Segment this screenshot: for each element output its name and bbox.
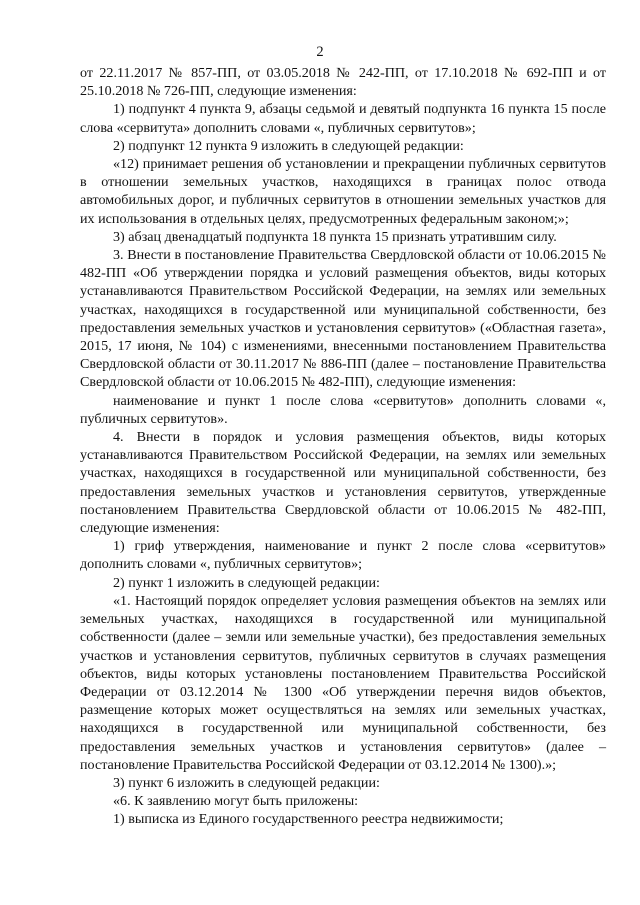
paragraph: от 22.11.2017 № 857-ПП, от 03.05.2018 № 242-ПП, от 17.10.2018 № 692-ПП и от 25.10.2018 № 726-ПП, следующие изменения: — [80, 65, 606, 100]
paragraph: 1) подпункт 4 пункта 9, абзацы седьмой и девятый подпункта 16 пункта 15 после слова «сервитута» дополнить словами «, публичных сервитутов»; — [80, 101, 606, 136]
paragraph: 1) гриф утверждения, наименование и пункт 2 после слова «сервитутов» дополнить словами «, публичных сервитутов»; — [80, 538, 606, 573]
paragraph: «6. К заявлению могут быть приложены: — [113, 793, 359, 810]
paragraph: «1. Настоящий порядок определяет условия размещения объектов на землях или земельных участках, находящихся в государственной или муниципальной собственности (далее – земли или земельные участки), без предоставления земельных участков и установления сервитутов, публичных сервитутов в случаях размещения объектов, виды которых установлены постановлением Правительства Российской Федерации от 03.12.2014 № 1300 «Об утверждении перечня видов объектов, размещение которых может осуществляться на землях или земельных участках, находящихся в государственной или муниципальной собственности, без предоставления земельных участков и установления сервитутов» (далее – постановление Правительства Российской Федерации от 03.12.2014 № 1300).»; — [80, 592, 606, 773]
paragraph: 3) пункт 6 изложить в следующей редакции: — [113, 774, 380, 791]
paragraph: 2) пункт 1 изложить в следующей редакции: — [113, 574, 380, 591]
paragraph: наименование и пункт 1 после слова «сервитутов» дополнить словами «, публичных сервитутов». — [80, 392, 606, 427]
document-body — [80, 64, 606, 829]
paragraph: 1) выписка из Единого государственного реестра недвижимости; — [113, 811, 504, 828]
paragraph: 2) подпункт 12 пункта 9 изложить в следующей редакции: — [113, 137, 464, 154]
paragraph: 3) абзац двенадцатый подпункта 18 пункта 15 признать утратившим силу. — [113, 228, 557, 245]
page-number: 2 — [316, 44, 324, 60]
paragraph: 4. Внести в порядок и условия размещения объектов, виды которых устанавливаются Правительством Российской Федерации, на землях или земельных участках, находящихся в государственной или муниципальной собственности, без предоставления земельных участков и установления сервитутов, утвержденные постановлением Правительства Свердловской области от 10.06.2015 № 482-ПП, следующие изменения: — [80, 429, 606, 537]
paragraph: «12) принимает решения об установлении и прекращении публичных сервитутов в отношении земельных участков, находящихся в границах полос отвода автомобильных дорог, и публичных сервитутов в отношении земельных участков для их использования в отдельных целях, предусмотренных федеральным законом;»; — [80, 156, 606, 227]
paragraph: 3. Внести в постановление Правительства Свердловской области от 10.06.2015 № 482-ПП «Об утверждении порядка и условий размещения объектов, виды которых устанавливаются Правительством Российской Федерации, на землях или земельных участках, находящихся в государственной или муниципальной собственности, без предоставления земельных участков и установления сервитутов» («Областная газета», 2015, 17 июня, № 104) с изменениями, внесенными постановлением Правительства Свердловской области от 30.11.2017 № 886-ПП (далее – постановление Правительства Свердловской области от 10.06.2015 № 482-ПП), следующие изменения: — [80, 247, 606, 391]
